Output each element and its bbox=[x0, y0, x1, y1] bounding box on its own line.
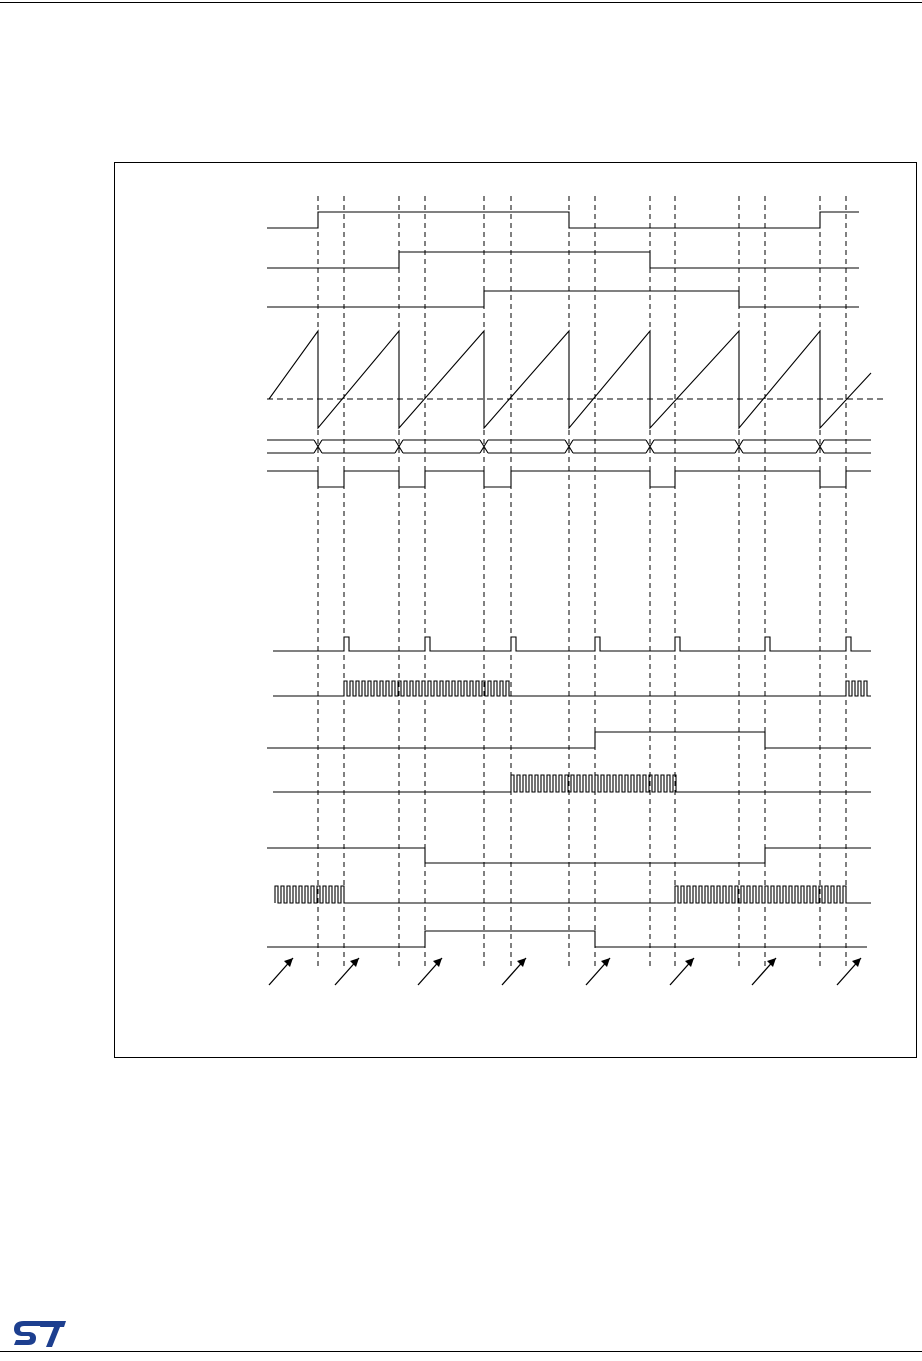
signal-phase-b bbox=[267, 252, 859, 268]
timing-diagram bbox=[115, 163, 916, 1057]
footer-rule bbox=[0, 1351, 922, 1352]
st-logo bbox=[6, 1319, 66, 1349]
signal-pwm-c bbox=[275, 886, 871, 903]
signal-pwm-b bbox=[273, 775, 871, 792]
event-arrows bbox=[269, 958, 861, 985]
signal-sawtooth bbox=[269, 331, 871, 428]
time-markers bbox=[318, 196, 846, 966]
signal-phase-c bbox=[267, 291, 859, 307]
signal-phase-a bbox=[267, 212, 859, 228]
header-rule bbox=[0, 2, 922, 3]
figure-frame bbox=[114, 162, 917, 1058]
signal-pwm-a bbox=[273, 681, 871, 696]
signal-level-c bbox=[267, 931, 867, 947]
signal-traces bbox=[267, 212, 887, 947]
signal-pulse bbox=[273, 637, 871, 651]
